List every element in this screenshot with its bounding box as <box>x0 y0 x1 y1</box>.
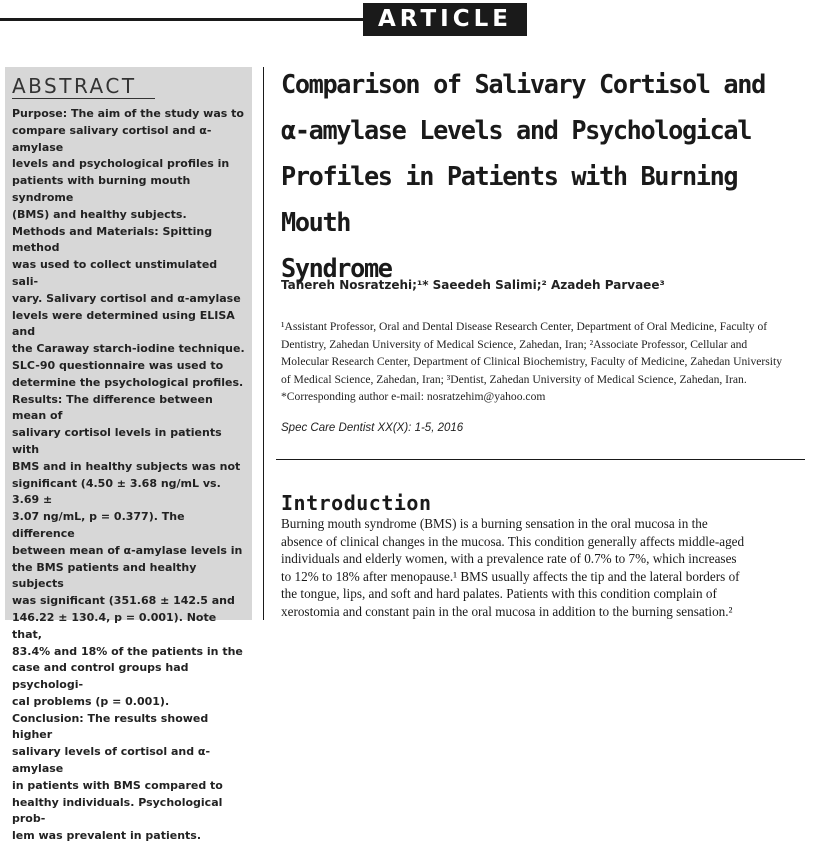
author-list: Tahereh Nosratzehi;¹* Saeedeh Salimi;² Azadeh Parvaee³ <box>281 278 665 292</box>
introduction-body: Burning mouth syndrome (BMS) is a burning sensation in the oral mucosa in the absence of clinical changes in the mucosa. This condition generally affects middle-aged individuals and elderly women, with a prevalence rate of 0.7% to 7%, which increases to 12% to 18% after menopause.¹ BMS usually affects the tip and the lateral borders of the tongue, lips, and soft and hard palates. Patients with this condition complain of xerostomia and constant pain in the oral mucosa in addition to the burning sensation.² <box>281 516 745 619</box>
abstract-heading: ABSTRACT <box>12 74 137 98</box>
section-divider <box>276 459 805 460</box>
introduction-heading: Introduction <box>281 491 432 515</box>
article-title: Comparison of Salivary Cortisol and α-amylase Levels and Psychological Profiles in Patients with Burning Mouth Syndrome <box>281 70 765 284</box>
column-divider <box>263 67 264 620</box>
abstract-body: Purpose: The aim of the study was to compare salivary cortisol and α-amylase levels and psychological profiles in patients with burning mouth syndrome (BMS) and healthy subjects. Methods and Materials: Spitting method was used to collect unstimulated sali- vary. Salivary cortisol and α-amylase levels were determined using ELISA and the Caraway starch-iodine technique. SLC-90 questionnaire was used to determine the psychological profiles. Results: The difference between mean of salivary cortisol levels in patients with BMS and in healthy subjects was not significant (4.50 ± 3.68 ng/mL vs. 3.69 ± 3.07 ng/mL, p = 0.377). The difference between mean of α-amylase levels in the BMS patients and healthy subjects was significant (351.68 ± 142.5 and 146.22 ± 130.4, p = 0.001). Note that, 83.4% and 18% of the patients in the case and control groups had psychologi- cal problems (p = 0.001). Conclusion: The results showed higher salivary levels of cortisol and α-amylase in patients with BMS compared to healthy individuals. Psychological prob- lem was prevalent in patients. <box>12 107 245 843</box>
article-banner <box>0 1 527 35</box>
abstract-panel <box>5 67 252 843</box>
abstract-heading-rule <box>12 98 155 99</box>
journal-citation: Spec Care Dentist XX(X): 1-5, 2016 <box>281 422 464 434</box>
author-affiliations: ¹Assistant Professor, Oral and Dental Disease Research Center, Department of Oral Medicine, Faculty of Dentistry, Zahedan University of Medical Science, Zahedan, Iran; ²Associate Professor, Cellular and Molecular Research Center, Department of Clinical Biochemistry, Faculty of Medicine, Zahedan University of Medical Science, Zahedan, Iran; ³Dentist, Zahedan University of Medical Science, Zahedan, Iran. *Corresponding author e-mail: nosratzehim@yahoo.com <box>281 320 783 403</box>
article-label: ARTICLE <box>363 3 527 36</box>
